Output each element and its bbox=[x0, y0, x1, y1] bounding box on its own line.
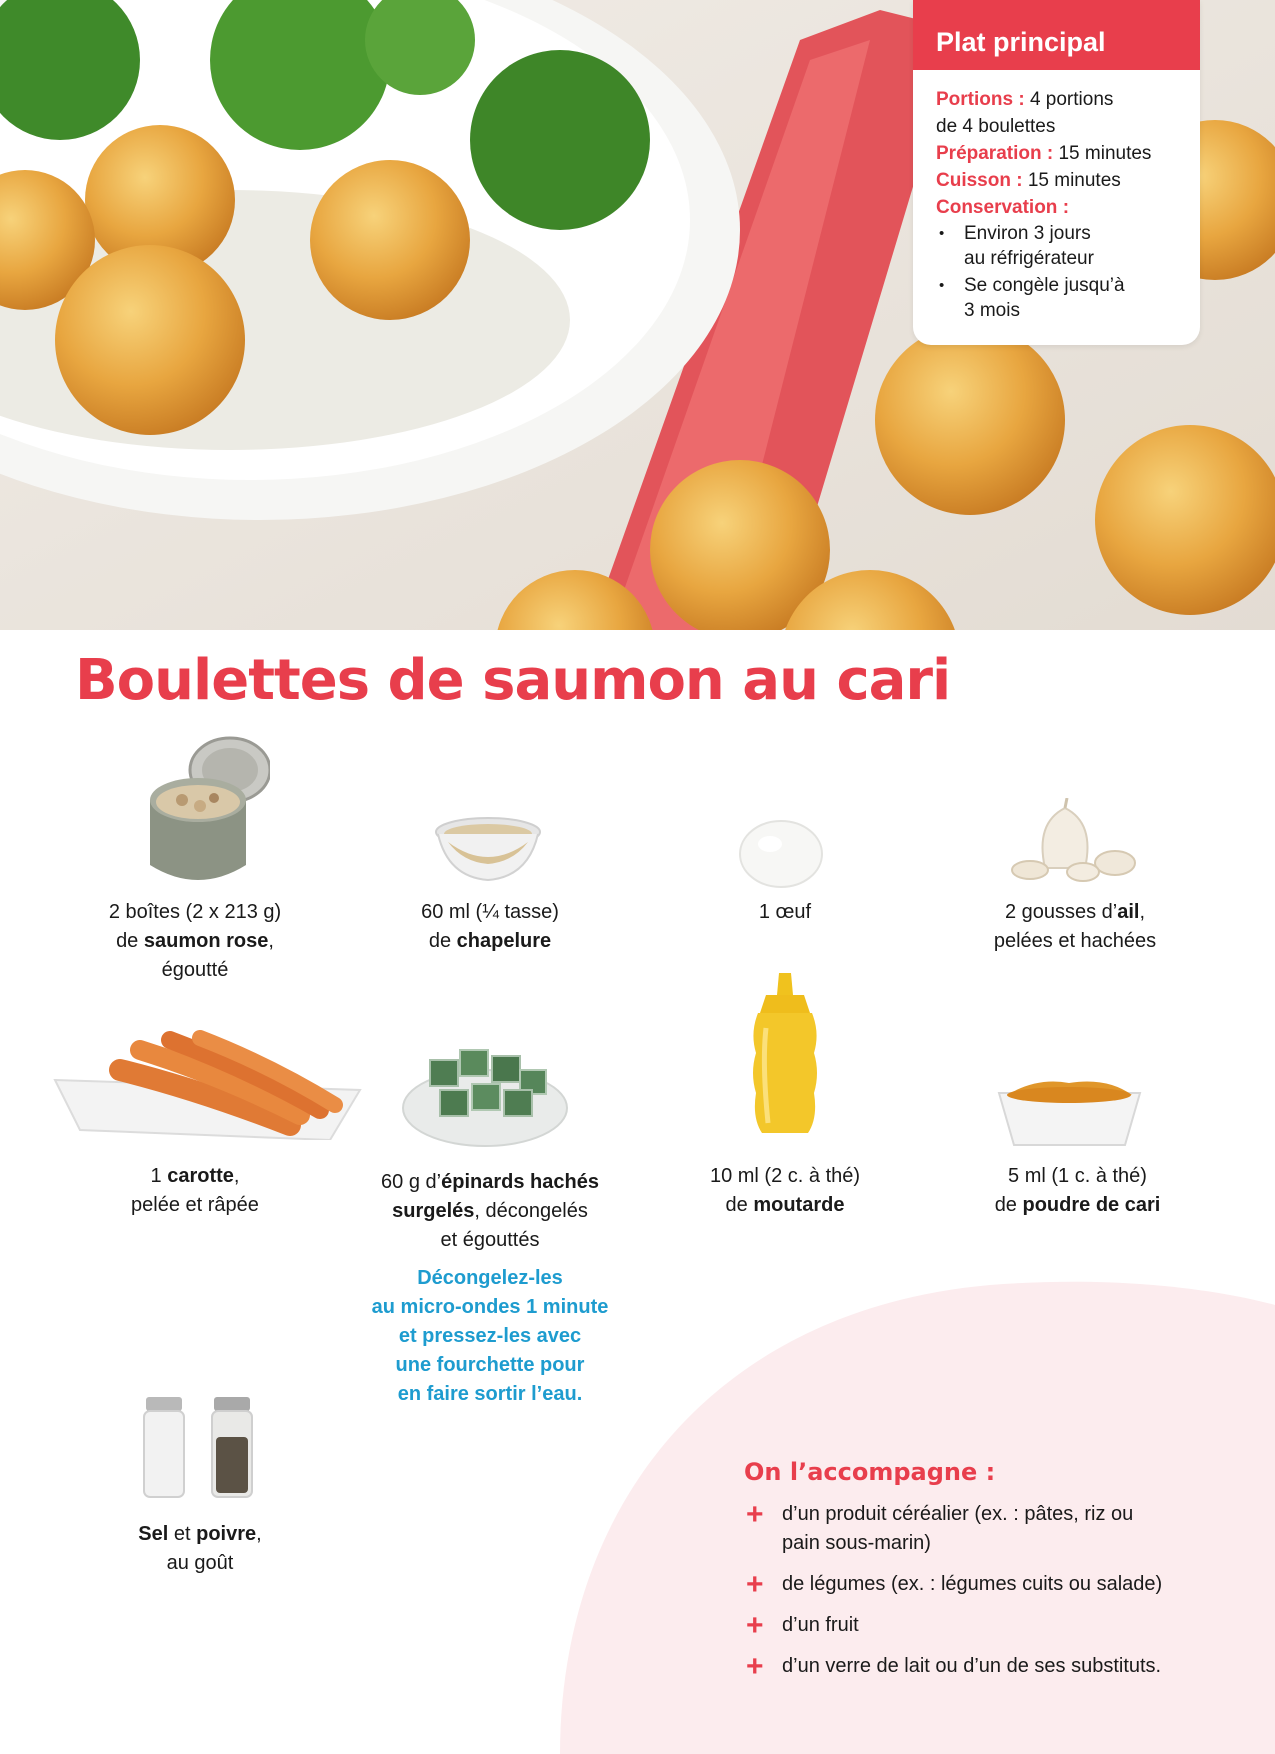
portions-value: 4 portions bbox=[1024, 89, 1114, 110]
plus-icon: + bbox=[746, 1568, 764, 1601]
cook-value: 15 minutes bbox=[1022, 170, 1121, 191]
ingredient-name: carotte bbox=[167, 1165, 234, 1187]
category-header: Plat principal bbox=[913, 0, 1200, 70]
recipe-title: Boulettes de saumon au cari bbox=[75, 648, 951, 713]
conservation-list bbox=[936, 221, 1184, 323]
ingredient-moutarde: 10 ml (2 c. à thé) de moutarde bbox=[709, 1165, 861, 1216]
portions-label: Portions : bbox=[936, 89, 1025, 110]
ingredient-name: poivre bbox=[196, 1523, 257, 1545]
plus-icon: + bbox=[746, 1650, 764, 1683]
plus-icon: + bbox=[746, 1609, 764, 1642]
conservation-item: • Se congèle jusqu’à 3 mois bbox=[936, 273, 1184, 323]
portions-row bbox=[936, 86, 1184, 113]
spinach-tip: Décongelez-les au micro-ondes 1 minute et pressez-les avec une fourchette pour en faire sortir l’eau. bbox=[371, 1267, 609, 1405]
accompaniment-item: + d’un verre de lait ou d’un de ses substituts. bbox=[746, 1650, 1162, 1683]
prep-label: Préparation : bbox=[936, 143, 1054, 164]
conservation-label: Conservation : bbox=[936, 197, 1070, 218]
egg-icon bbox=[738, 818, 824, 890]
curry-powder-icon bbox=[997, 1075, 1142, 1150]
accompaniment-section bbox=[744, 1458, 1244, 1693]
portions-value-cont: de 4 boulettes bbox=[936, 116, 1056, 137]
conservation-item: • Environ 3 jours au réfrigérateur bbox=[936, 221, 1184, 271]
frozen-spinach-icon bbox=[400, 1038, 570, 1148]
ingredient-ail: 2 gousses d’ail, pelées et hachées bbox=[993, 901, 1157, 952]
ingredient-saumon: 2 boîtes (2 x 213 g) de saumon rose, égoutté bbox=[108, 901, 282, 981]
accompaniment-item: + de légumes (ex. : légumes cuits ou salade) bbox=[746, 1568, 1163, 1601]
ingredient-name: épinards hachés bbox=[441, 1171, 599, 1193]
ingredient-chapelure: 60 ml (¼ tasse) de chapelure bbox=[421, 901, 559, 952]
ingredient-name: poudre de cari bbox=[1022, 1194, 1161, 1216]
salt-pepper-icon bbox=[142, 1397, 254, 1499]
ingredient-carotte: 1 carotte, pelée et râpée bbox=[131, 1165, 259, 1216]
salmon-can-icon bbox=[140, 730, 270, 890]
ingredient-name: Sel bbox=[138, 1523, 169, 1545]
prep-row bbox=[936, 140, 1184, 167]
carrots-icon bbox=[50, 1030, 370, 1140]
ingredient-oeuf: 1 œuf bbox=[758, 901, 812, 923]
accompaniment-item: + d’un produit céréalier (ex. : pâtes, riz ou pain sous-marin) bbox=[746, 1498, 1134, 1554]
ingredient-epinards: 60 g d’épinards hachés surgelés, décongelés et égouttés bbox=[381, 1171, 599, 1251]
accompaniment-list bbox=[744, 1500, 1244, 1681]
cook-label: Cuisson : bbox=[936, 170, 1023, 191]
plus-icon: + bbox=[746, 1498, 764, 1531]
ingredient-name: moutarde bbox=[753, 1194, 845, 1216]
accompaniment-title: On l’accompagne : bbox=[744, 1458, 996, 1486]
ingredient-name: chapelure bbox=[456, 930, 552, 952]
ingredient-name: saumon rose bbox=[143, 930, 269, 952]
accompaniment-item: + d’un fruit bbox=[746, 1609, 859, 1642]
recipe-info-card bbox=[913, 0, 1200, 345]
ingredient-sel-poivre: Sel et poivre, au goût bbox=[138, 1523, 262, 1574]
garlic-icon bbox=[1005, 798, 1145, 886]
breadcrumbs-bowl-icon bbox=[433, 812, 543, 887]
ingredient-name: ail bbox=[1117, 901, 1140, 923]
cook-row bbox=[936, 167, 1184, 194]
prep-value: 15 minutes bbox=[1053, 143, 1152, 164]
mustard-bottle-icon bbox=[744, 973, 826, 1138]
ingredient-cari: 5 ml (1 c. à thé) de poudre de cari bbox=[994, 1165, 1161, 1216]
